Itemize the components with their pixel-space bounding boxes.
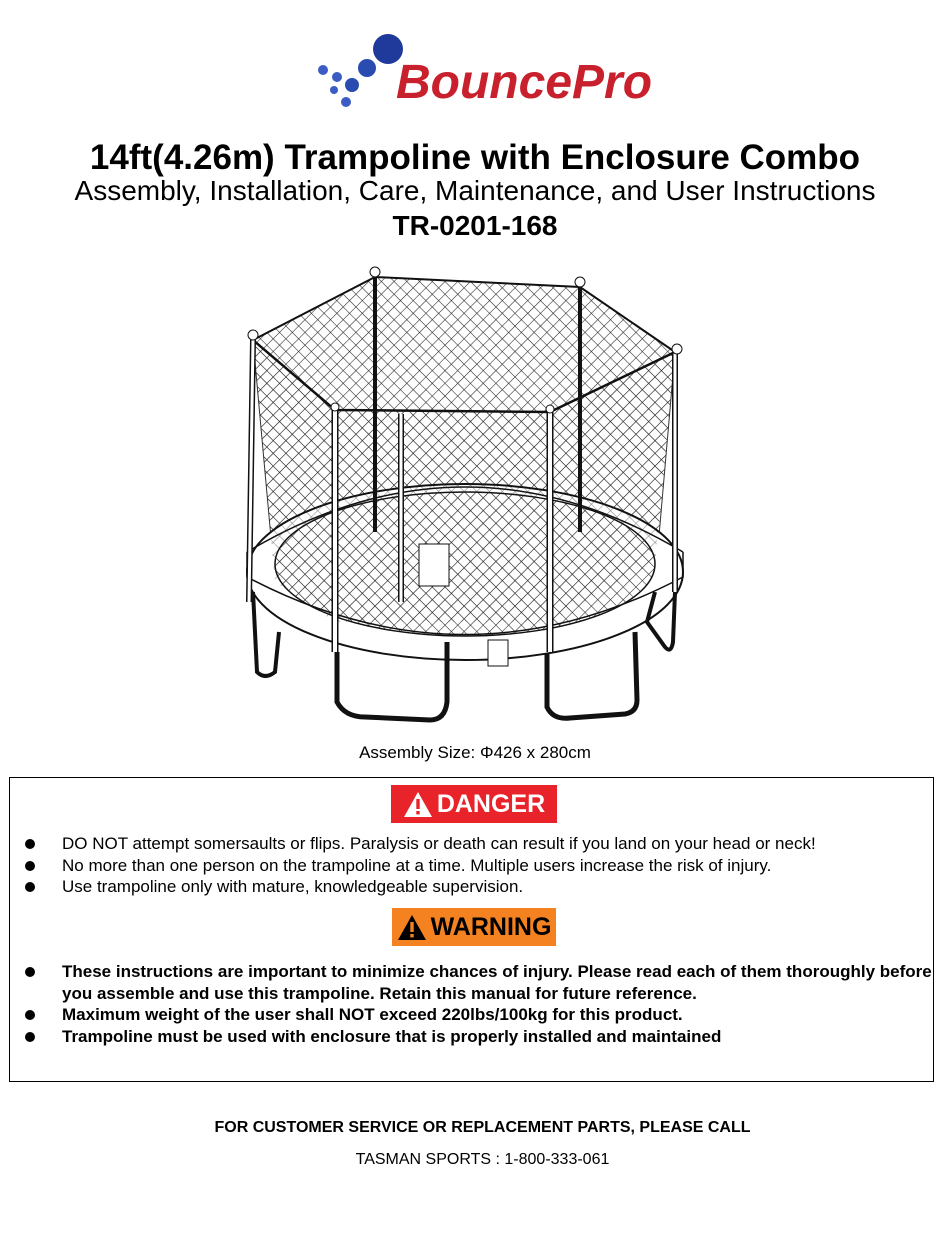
bullet-icon	[25, 967, 35, 977]
bullet-icon	[25, 861, 35, 871]
page-subtitle: Assembly, Installation, Care, Maintenance, and User Instructions	[74, 175, 876, 206]
danger-list	[10, 833, 935, 898]
warning-triangle-icon	[397, 914, 427, 941]
bouncepro-logo-icon	[310, 30, 660, 110]
warning-list	[10, 961, 935, 1047]
page-title: 14ft(4.26m) Trampoline with Enclosure Combo	[89, 138, 861, 177]
trampoline-with-enclosure-illustration-icon	[235, 262, 695, 732]
brand-logo	[310, 30, 660, 110]
bullet-icon	[25, 1010, 35, 1020]
list-item: DO NOT attempt somersaults or flips. Paralysis or death can result if you land on your head or neck!	[10, 833, 935, 855]
bullet-icon	[25, 1032, 35, 1042]
list-item: Use trampoline only with mature, knowledgeable supervision.	[10, 876, 935, 898]
danger-label: DANGER	[436, 789, 546, 818]
warning-badge	[392, 908, 556, 946]
list-item: No more than one person on the trampoline at a time. Multiple users increase the risk of injury.	[10, 855, 935, 877]
bullet-icon	[25, 839, 35, 849]
brand-name: BouncePro	[396, 56, 653, 109]
model-number: TR-0201-168	[392, 210, 558, 241]
assembly-size: Assembly Size: Φ426 x 280cm	[359, 743, 591, 762]
customer-service-heading: FOR CUSTOMER SERVICE OR REPLACEMENT PARTS, PLEASE CALL	[214, 1119, 751, 1136]
danger-triangle-icon	[403, 791, 433, 818]
safety-warnings-box	[9, 777, 934, 1082]
warning-label: WARNING	[430, 912, 552, 941]
danger-badge	[391, 785, 557, 823]
trampoline-illustration	[235, 262, 695, 732]
list-item: These instructions are important to minimize chances of injury. Please read each of them thoroughly before you assemble and use this trampoline. Retain this manual for future reference.	[10, 961, 935, 1004]
customer-service-phone: TASMAN SPORTS : 1-800-333-061	[355, 1151, 610, 1168]
list-item: Maximum weight of the user shall NOT exceed 220lbs/100kg for this product.	[10, 1004, 935, 1026]
bullet-icon	[25, 882, 35, 892]
list-item: Trampoline must be used with enclosure that is properly installed and maintained	[10, 1026, 935, 1048]
